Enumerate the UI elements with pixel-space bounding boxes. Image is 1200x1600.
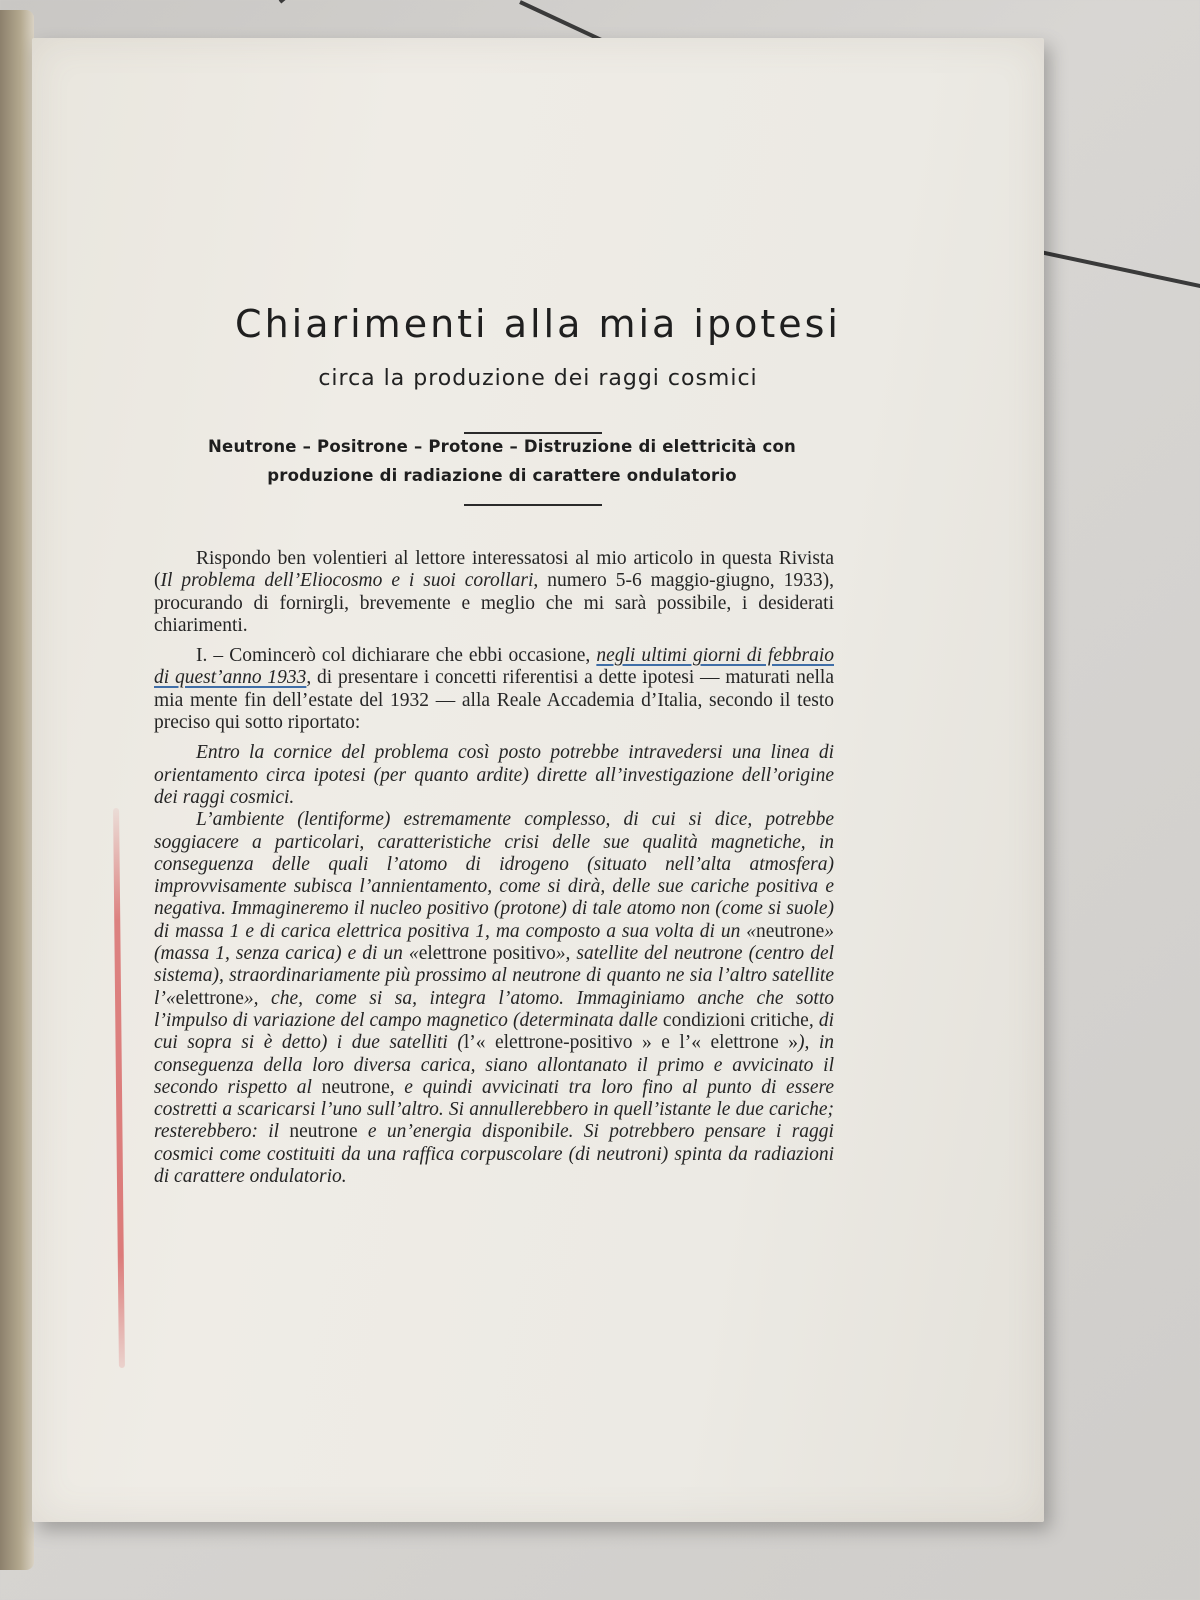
p4-text-a: L’ambiente (lentiforme) estremamente complesso, di cui si dice, potrebbe soggiacere a particolari, caratteristiche crisi delle sue qualità magnetiche, in conseguenza delle quali l’atomo di idrogeno (situato nell’alta atmosfera) improvvisamente subisca l’annientamento, come si dirà, delle sue cariche positiva e negativa. Immagineremo il nucleo positivo (protone) di tale atomo non (come si suole) di massa 1 e di carica elettrica positiva 1, ma composto a sua volta di un « [154,809,834,942]
paragraph-1-text-c: , numero 5-6 maggio-giugno, 1933), procurando di fornirgli, brevemente e meglio che mi sarà possibile, i desiderati chiarimenti. [154,570,834,636]
p4-text-i: , di cui sopra si è detto) i due satelliti ( [154,1009,834,1054]
paragraph-2-text-a: I. – Comincerò col dichiarare che ebbi occasione, [196,645,597,667]
p4-text-e: », satellite del neutrone (centro del sistema), straordinariamente più prossimo al neutrone di quanto ne sia l’altro satellite l’« [154,943,835,1009]
paragraph-2-text-c: , di presentare i concetti riferentisi a dette ipotesi — maturati nella mia mente fin dell’estate del 1932 — alla Reale Accademia d’Italia, secondo il testo preciso qui sotto riportato: [154,667,834,734]
p4-text-o: e un’energia disponibile. Si potrebbero pensare i raggi cosmici come costituiti da una raffica corpuscolare (di neutroni) spinta da radiazioni di carattere ondulatorio. [154,1121,834,1188]
p4-text-d: elettrone positivo [418,943,556,965]
paragraph-1-cited-title: Il problema dell’Eliocosmo e i suoi corollari [160,570,534,592]
page-subtitle: circa la produzione dei raggi cosmici [318,366,758,391]
paragraph-3-text: Entro la cornice del problema così posto potrebbe intravedersi una linea di orientamento circa ipotesi (per quanto ardite) dirette all’investigazione dell’origine dei raggi cosmici. [154,742,834,808]
floor-tile-seam [279,0,312,4]
article-body [154,548,834,1196]
paragraph-3 [154,742,834,809]
p4-text-l: neutrone [321,1076,390,1098]
document-page [32,38,1044,1522]
floor-tile-seam [1040,250,1200,289]
paragraph-4 [154,809,834,1188]
floor-tile-seam [519,0,602,42]
paragraph-2-underlined-date: negli ultimi giorni di febbraio di quest’anno 1933 [154,645,834,689]
red-pencil-margin-mark [113,808,125,1368]
p4-text-h: condizioni critiche [662,1009,809,1031]
p4-text-b: neutrone [756,920,825,942]
p4-text-k: ), in conseguenza della loro diversa carica, siano allontanato il primo e avvicinato il secondo rispetto al [154,1032,834,1098]
p4-text-j: l’« elettrone-positivo » e l’« elettrone » [463,1032,798,1054]
paragraph-2 [154,645,834,734]
keywords-heading: Neutrone – Positrone – Protone – Distruzione di elettricità con produzione di radiazione di carattere ondulatorio [208,437,796,485]
p4-text-n: neutrone [289,1121,358,1143]
paragraph-1-text-a: Rispondo ben volentieri al lettore interessatosi al mio articolo in questa Rivista ( [154,548,834,592]
book-cover-edge [0,10,34,1570]
p4-text-f: elettrone [175,987,244,1009]
divider-bottom [464,504,602,506]
p4-text-g: », che, come si sa, integra l’atomo. Immaginiamo anche che sotto l’impulso di variazione del campo magnetico (determinata dalle [154,987,834,1031]
paragraph-1 [154,548,834,637]
p4-text-c: » (massa 1, senza carica) e di un « [154,920,834,965]
page-title: Chiarimenti alla mia ipotesi [235,302,841,346]
p4-text-m: , e quindi avvicinati tra loro fino al punto di essere costretti a scaricarsi l’uno sull’altro. Si annullerebbero in quell’istante le due cariche; resterebbero: il [154,1076,835,1143]
